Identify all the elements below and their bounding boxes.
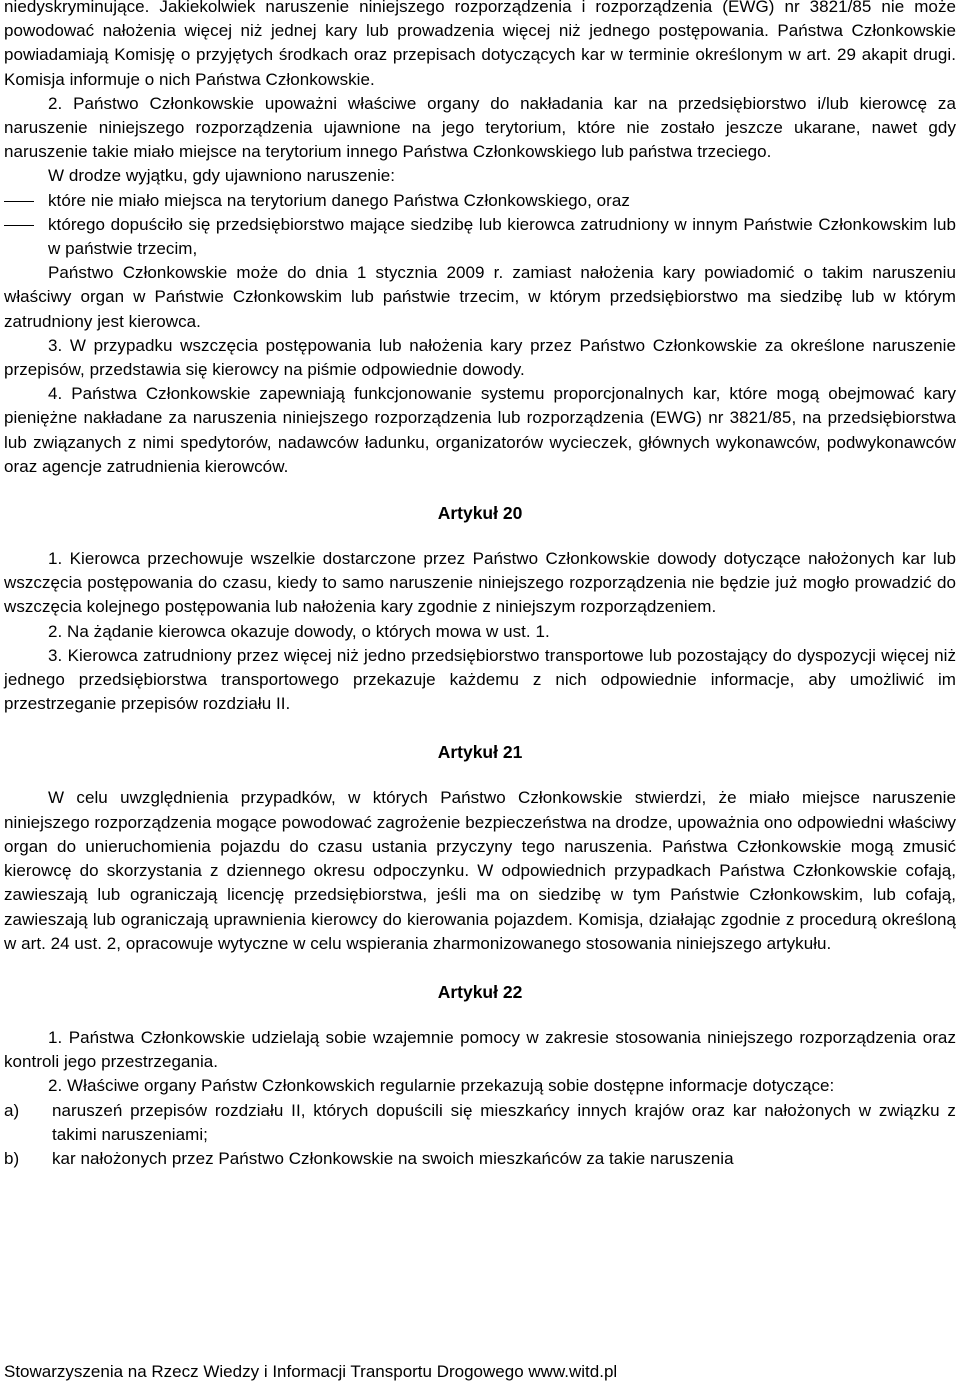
art19-dash-item-1 xyxy=(4,189,956,213)
art21-heading: Artykuł 21 xyxy=(437,742,523,763)
list-marker: b) xyxy=(4,1148,20,1168)
art20-paragraph-3: 3. Kierowca zatrudniony przez więcej niż jedno przedsiębiorstwo transportowe lub pozostający do dyspozycji więcej niż jednego przedsiębiorstwa transportowego przekazuje każdemu z nich odpowiednie informacje, aby umożliwić im przestrzeganie przepisów rozdziału II. xyxy=(4,645,956,714)
art20-heading: Artykuł 20 xyxy=(437,503,523,524)
art19-paragraph-4: 4. Państwa Członkowskie zapewniają funkcjonowanie systemu proporcjonalnych kar, które mogą obejmować kary pieniężne nakładane za naruszenia niniejszego rozporządzenia lub rozporządzenia (EWG) nr 3821/85, na przedsiębiorstwa lub związanych z nimi spedytorów, nadawców ładunku, organizatorów wycieczek, głównych wykonawców, podwykonawców oraz agencje zatrudnienia kierowców. xyxy=(4,384,956,476)
dash-item-text: które nie miało miejsca na terytorium danego Państwa Członkowskiego, oraz xyxy=(48,190,630,210)
top-paragraph: niedyskryminujące. Jakiekolwiek naruszenie niniejszego rozporządzenia i rozporządzenia (EWG) nr 3821/85 nie może powodować nałożenia więcej niż jednej kary lub prowadzenia więcej niż jednego postępowania. Państwa Członkowskie powiadamiają Komisję o przyjętych środkach oraz przepisach dotyczących kar w terminie określonym w art. 29 akapit drugi. Komisja informuje o nich Państwa Członkowskie. xyxy=(4,0,956,89)
art22-list-item-b xyxy=(4,1147,956,1171)
list-item-text: kar nałożonych przez Państwo Członkowskie na swoich mieszkańców za takie naruszenia xyxy=(52,1148,734,1168)
art22-list-item-a xyxy=(4,1099,956,1147)
art20-paragraph-1: 1. Kierowca przechowuje wszelkie dostarczone przez Państwo Członkowskie dowody dotyczące nałożonych kar lub wszczęcia postępowania do czasu, kiedy to samo naruszenie niniejszego rozporządzenia nie będzie już mogło prowadzić do wszczęcia kolejnego postępowania lub nałożenia kary zgodnie z niniejszym rozporządzeniem. xyxy=(4,549,956,617)
art20-paragraph-2: 2. Na żądanie kierowca okazuje dowody, o których mowa w ust. 1. xyxy=(48,621,550,641)
art21-paragraph-1: W celu uwzględnienia przypadków, w których Państwo Członkowskie stwierdzi, że miało miejsce naruszenie niniejszego rozporządzenia mogące powodować zagrożenie bezpieczeństwa na drodze, upoważnia ono odpowiedni właściwy organ do unieruchomienia pojazdu do czasu ustania przyczyny tego naruszenia. Państwa Członkowskie mogą zmusić kierowcę do skorzystania z dziennego okresu odpoczynku. W odpowiednich przypadkach Państwa Członkowskie cofają, zawieszają lub ograniczają licencję przedsiębiorstwa, jeśli ma on siedzibę w tym Państwie Członkowskim, lub cofają, zawieszają lub ograniczają uprawnienia kierowcy do kierowania pojazdem. Komisja, działając zgodnie z procedurą określoną w art. 24 ust. 2, opracowuje wytyczne w celu wspierania zharmonizowanego stosowania niniejszego artykułu. xyxy=(4,788,956,953)
art19-paragraph-3: 3. W przypadku wszczęcia postępowania lub nałożenia kary przez Państwo Członkowskie za określone naruszenie przepisów, przedstawia się kierowcy na piśmie odpowiednie dowody. xyxy=(4,335,956,380)
page-footer: Stowarzyszenia na Rzecz Wiedzy i Informacji Transportu Drogowego www.witd.pl xyxy=(4,1362,618,1381)
list-item-text: naruszeń przepisów rozdziału II, których dopuścili się mieszkańcy innych krajów oraz kar nałożonych w związku z takimi naruszeniami; xyxy=(52,1100,956,1144)
art22-paragraph-1: 1. Państwa Członkowskie udzielają sobie wzajemnie pomocy w zakresie stosowania niniejszego rozporządzenia oraz kontroli jego przestrzegania. xyxy=(4,1027,956,1072)
art19-exception-intro: W drodze wyjątku, gdy ujawniono naruszenie: xyxy=(48,166,396,186)
list-marker: a) xyxy=(4,1100,20,1120)
art22-paragraph-2: 2. Właściwe organy Państw Członkowskich regularnie przekazują sobie dostępne informacje dotyczące: xyxy=(48,1076,835,1096)
art19-exception-tail: Państwo Członkowskie może do dnia 1 stycznia 2009 r. zamiast nałożenia kary powiadomić o takim naruszeniu właściwy organ w Państwie Członkowskim lub państwie trzecim, w którym przedsiębiorstwo ma siedzibę lub w którym zatrudniony jest kierowca. xyxy=(4,263,956,331)
art19-paragraph-2: 2. Państwo Członkowskie upoważni właściwe organy do nakładania kar na przedsiębiorstwo i/lub kierowcę za naruszenie niniejszego rozporządzenia ujawnione na jego terytorium, które nie zostało jeszcze ukarane, nawet gdy naruszenie takie miało miejsce na terytorium innego Państwa Członkowskiego lub państwa trzeciego. xyxy=(4,93,956,162)
dash-item-text: którego dopuściło się przedsiębiorstwo mające siedzibę lub kierowca zatrudniony w innym Państwie Członkowskim lub w państwie trzecim, xyxy=(48,214,956,259)
art19-dash-item-2 xyxy=(4,213,956,261)
art22-heading: Artykuł 22 xyxy=(437,981,523,1002)
